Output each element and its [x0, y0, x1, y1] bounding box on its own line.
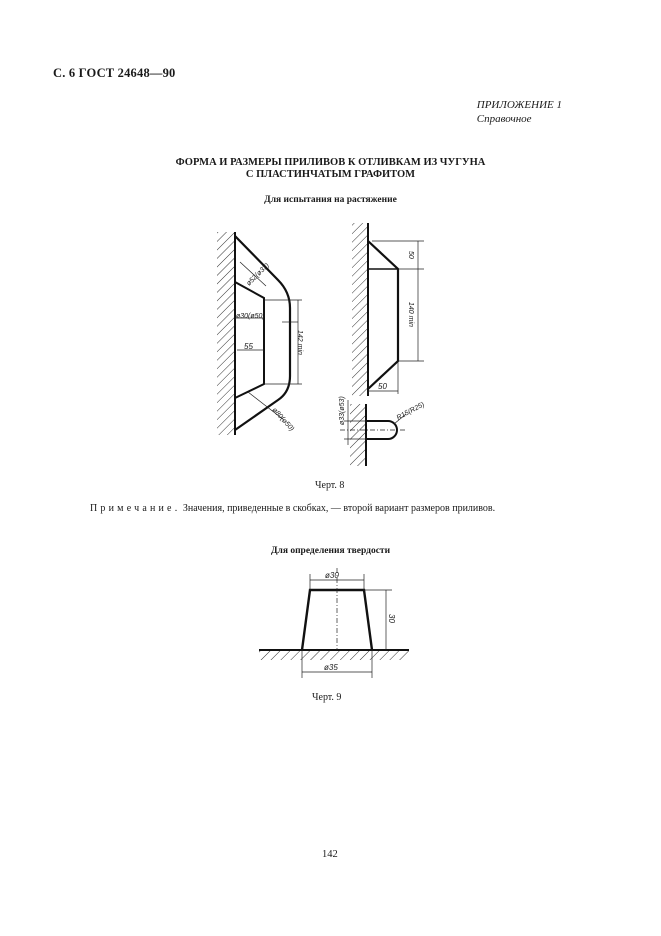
fig9-dim-d35: ø35	[324, 663, 338, 672]
fig8-right-dim-140: 140 min	[407, 302, 414, 327]
caption-drawing-8: Черт. 8	[315, 480, 345, 491]
section-heading-hardness: Для определения твердости	[270, 546, 391, 556]
note-text: Значения, приведенные в скобках, — второй вариант размеров приливов.	[182, 503, 496, 514]
fig8-left-dim-d30: ø30(ø50)	[236, 313, 265, 320]
fig9-dim-30: 30	[387, 614, 396, 623]
title-line-2: С ПЛАСТИНЧАТЫМ ГРАФИТОМ	[245, 169, 416, 180]
page-number: 142	[322, 849, 338, 860]
caption-drawing-9: Черт. 9	[312, 692, 342, 703]
appendix-kind: Справочное	[476, 113, 532, 125]
fig8-right-dim-50-bottom: 50	[378, 382, 387, 391]
fig8-left-dim-d52: ø52(ø33)	[245, 262, 271, 288]
fig8-small-boss-dim-r15: R15(R25)	[395, 401, 426, 422]
appendix-label: ПРИЛОЖЕНИЕ 1	[476, 99, 562, 111]
title-line-1: ФОРМА И РАЗМЕРЫ ПРИЛИВОВ К ОТЛИВКАМ ИЗ ЧУГУНА	[175, 157, 486, 168]
section-heading-tension: Для испытания на растяжение	[264, 195, 397, 205]
fig9-base	[259, 650, 409, 660]
fig8-left-dim-142: 142 min	[296, 330, 303, 355]
fig9-dimensions	[302, 568, 392, 678]
fig8-left-dim-d80: ø80(ø50)	[270, 406, 295, 433]
fig8-small-boss-dim-d33: ø33(ø53)	[339, 396, 346, 425]
fig8-right-dim-50-top: 50	[407, 251, 414, 259]
document-reference: С. 6 ГОСТ 24648—90	[53, 66, 176, 80]
note-label: Примечание.	[90, 503, 181, 514]
fig8-left-dim-55: 55	[244, 342, 253, 351]
fig9-dim-d30: ø30	[325, 571, 339, 580]
